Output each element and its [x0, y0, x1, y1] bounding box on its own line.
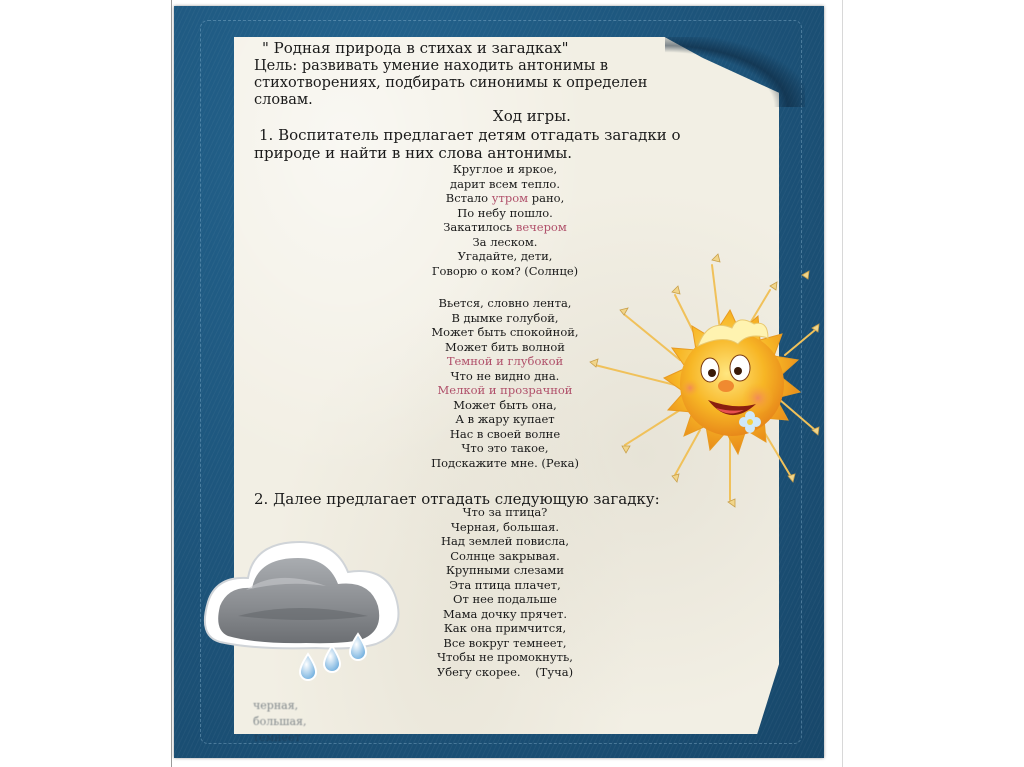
riddle-line: Может быть она, [453, 397, 557, 412]
riddle-line: В дымке голубой, [451, 310, 559, 325]
riddle-line: Черная, большая. [450, 519, 559, 534]
antonym-morning: утром [491, 191, 529, 205]
riddle-line: Вьется, словно лента, [438, 296, 572, 310]
riddle-line: Мама дочку прячет. [442, 606, 567, 621]
step-1-line-1: 1. Воспитатель предлагает детям отгадать загадки о [259, 126, 681, 144]
riddle-text: Закатилось [443, 220, 516, 234]
goal-line-2: стихотворениях, подбирать синонимы к определен [254, 75, 648, 91]
riddle-line: Над землей повисла, [440, 534, 570, 548]
goal-paragraph [254, 58, 647, 109]
riddle-line: Что за птица? [462, 505, 548, 519]
riddle-line: А в жару купает [455, 412, 555, 426]
antonym-evening: вечером [515, 220, 567, 234]
riddle-text: Встало [445, 191, 492, 205]
step-2-paragraph: 2. Далее предлагает отгадать следующую загадку: [254, 490, 660, 508]
riddle-text: рано, [528, 191, 565, 205]
riddle-line: Круглое и яркое, [452, 162, 558, 176]
riddle-line: дарит всем тепло. [449, 176, 561, 191]
antonym-dark-deep: Темной и глубокой [446, 354, 564, 368]
riddle-line: Убегу скорее. (Туча) [436, 664, 574, 679]
riddle-line: Как она примчится, [443, 621, 567, 635]
goal-line-1: Цель: развивать умение находить антонимы в [254, 58, 609, 74]
rain-cloud-illustration [198, 530, 408, 690]
riddle-line: Говорю о ком? (Солнце) [431, 263, 579, 278]
riddle-line: Что это такое, [461, 441, 549, 455]
fragment-line: темнеет [253, 731, 301, 744]
riddle-line: Все вокруг темнеет, [443, 635, 567, 650]
antonym-shallow-clear: Мелкой и прозрачной [437, 383, 573, 397]
riddle-line: Может бить волной [445, 339, 565, 354]
bottom-text-fragment [253, 698, 306, 746]
riddle-line: Чтобы не промокнуть, [437, 650, 573, 664]
riddle-line: По небу пошло. [457, 205, 553, 220]
riddle-line: От нее подальше [453, 592, 557, 606]
step-1-paragraph [254, 126, 681, 162]
sun-illustration [580, 250, 830, 510]
riddle-line [380, 220, 630, 235]
riddle-line [380, 191, 630, 206]
riddle-line: Может быть спокойной, [431, 325, 579, 339]
riddle-cloud [380, 505, 630, 679]
riddle-line: За леском. [472, 234, 538, 249]
riddle-line: Эта птица плачет, [449, 577, 561, 592]
step-1-line-2: природе и найти в них слова антонимы. [254, 144, 573, 162]
riddle-line: Что не видно дна. [450, 368, 560, 383]
course-heading: Ход игры. [493, 107, 571, 125]
riddle-line: Нас в своей волне [449, 426, 561, 441]
riddle-line: Угадайте, дети, [457, 249, 553, 263]
fragment-line: черная, [253, 699, 299, 712]
page-title: " Родная природа в стихах и загадках" [262, 39, 569, 57]
fragment-line: большая, [253, 715, 307, 728]
riddle-line: Солнце закрывая. [450, 548, 560, 563]
page-curl-shadow [665, 37, 805, 107]
riddle-line: Крупными слезами [445, 563, 565, 577]
riddle-line: Подскажите мне. (Река) [431, 455, 579, 470]
goal-line-3: словам. [254, 92, 313, 108]
